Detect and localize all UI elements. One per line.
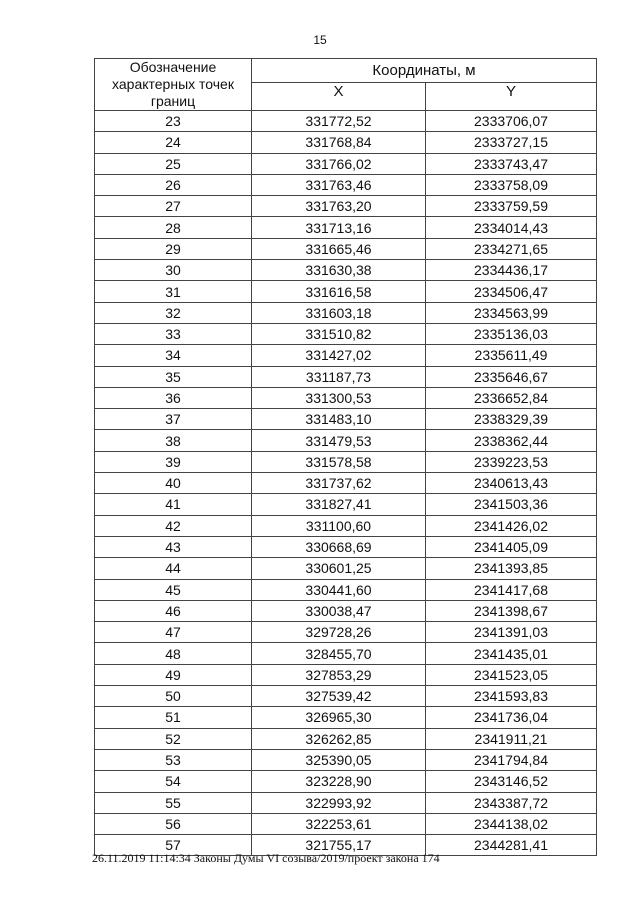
point-number-cell: 46 (95, 600, 252, 621)
x-coordinate-cell: 331578,58 (252, 451, 426, 472)
x-coordinate-cell: 323228,90 (252, 771, 426, 792)
y-coordinate-cell: 2341435,01 (426, 643, 597, 664)
point-number-cell: 51 (95, 707, 252, 728)
x-coordinate-cell: 331483,10 (252, 409, 426, 430)
point-number-cell: 31 (95, 281, 252, 302)
y-coordinate-cell: 2341523,05 (426, 664, 597, 685)
y-coordinate-cell: 2343387,72 (426, 792, 597, 813)
y-coordinate-cell: 2335136,03 (426, 323, 597, 344)
x-coordinate-cell: 331768,84 (252, 132, 426, 153)
point-number-cell: 25 (95, 153, 252, 174)
x-coordinate-cell: 322993,92 (252, 792, 426, 813)
point-number-cell: 48 (95, 643, 252, 664)
x-coordinate-cell: 331665,46 (252, 238, 426, 259)
point-number-cell: 24 (95, 132, 252, 153)
x-coordinate-cell: 326262,85 (252, 728, 426, 749)
point-number-cell: 41 (95, 494, 252, 515)
table-row (95, 749, 597, 770)
point-number-cell: 33 (95, 323, 252, 344)
point-number-cell: 42 (95, 515, 252, 536)
y-coordinate-cell: 2341398,67 (426, 600, 597, 621)
x-coordinate-cell: 331772,52 (252, 111, 426, 132)
y-coordinate-cell: 2334271,65 (426, 238, 597, 259)
y-coordinate-cell: 2341393,85 (426, 558, 597, 579)
y-coordinate-cell: 2341426,02 (426, 515, 597, 536)
table-row (95, 792, 597, 813)
point-number-cell: 54 (95, 771, 252, 792)
coordinates-table (94, 58, 597, 856)
table-row (95, 174, 597, 195)
x-coordinate-cell: 327853,29 (252, 664, 426, 685)
table-row (95, 196, 597, 217)
table-row (95, 430, 597, 451)
point-number-cell: 38 (95, 430, 252, 451)
y-coordinate-cell: 2341417,68 (426, 579, 597, 600)
x-coordinate-cell: 321755,17 (252, 835, 426, 856)
y-coordinate-cell: 2333727,15 (426, 132, 597, 153)
y-coordinate-cell: 2333758,09 (426, 174, 597, 195)
y-coordinate-cell: 2333759,59 (426, 196, 597, 217)
point-number-cell: 35 (95, 366, 252, 387)
table-row (95, 771, 597, 792)
point-number-cell: 47 (95, 622, 252, 643)
y-coordinate-cell: 2344281,41 (426, 835, 597, 856)
y-coordinate-cell: 2333706,07 (426, 111, 597, 132)
table-row (95, 281, 597, 302)
y-coordinate-cell: 2341593,83 (426, 686, 597, 707)
x-coordinate-cell: 331763,46 (252, 174, 426, 195)
table-row (95, 409, 597, 430)
point-number-cell: 36 (95, 387, 252, 408)
table-row (95, 643, 597, 664)
point-number-cell: 49 (95, 664, 252, 685)
y-coordinate-cell: 2334014,43 (426, 217, 597, 238)
table-row (95, 217, 597, 238)
point-number-cell: 52 (95, 728, 252, 749)
point-number-cell: 43 (95, 536, 252, 557)
point-number-cell: 56 (95, 813, 252, 834)
point-number-cell: 37 (95, 409, 252, 430)
point-number-cell: 50 (95, 686, 252, 707)
point-number-cell: 53 (95, 749, 252, 770)
table-row (95, 473, 597, 494)
page-number: 15 (313, 33, 327, 47)
point-number-cell: 39 (95, 451, 252, 472)
point-number-cell: 30 (95, 260, 252, 281)
y-coordinate-cell: 2341503,36 (426, 494, 597, 515)
x-coordinate-cell: 331427,02 (252, 345, 426, 366)
point-number-cell: 55 (95, 792, 252, 813)
y-coordinate-cell: 2335646,67 (426, 366, 597, 387)
x-coordinate-cell: 330038,47 (252, 600, 426, 621)
table-row (95, 707, 597, 728)
x-coordinate-cell: 330441,60 (252, 579, 426, 600)
table-row (95, 111, 597, 132)
point-number-cell: 27 (95, 196, 252, 217)
table-row (95, 451, 597, 472)
header-point-designation: Обозначение характерных точек границ (95, 59, 252, 111)
y-coordinate-cell: 2341405,09 (426, 536, 597, 557)
x-coordinate-cell: 331100,60 (252, 515, 426, 536)
table-row (95, 366, 597, 387)
y-coordinate-cell: 2338362,44 (426, 430, 597, 451)
y-coordinate-cell: 2334563,99 (426, 302, 597, 323)
point-number-cell: 32 (95, 302, 252, 323)
x-coordinate-cell: 331603,18 (252, 302, 426, 323)
x-coordinate-cell: 330668,69 (252, 536, 426, 557)
x-coordinate-cell: 331300,53 (252, 387, 426, 408)
table-row (95, 153, 597, 174)
x-coordinate-cell: 330601,25 (252, 558, 426, 579)
table-row (95, 387, 597, 408)
point-number-cell: 44 (95, 558, 252, 579)
x-coordinate-cell: 331827,41 (252, 494, 426, 515)
table-row (95, 728, 597, 749)
x-coordinate-cell: 326965,30 (252, 707, 426, 728)
point-number-cell: 34 (95, 345, 252, 366)
x-coordinate-cell: 327539,42 (252, 686, 426, 707)
y-coordinate-cell: 2341391,03 (426, 622, 597, 643)
x-coordinate-cell: 331737,62 (252, 473, 426, 494)
x-coordinate-cell: 329728,26 (252, 622, 426, 643)
point-number-cell: 40 (95, 473, 252, 494)
point-number-cell: 57 (95, 835, 252, 856)
table-row (95, 536, 597, 557)
point-number-cell: 29 (95, 238, 252, 259)
x-coordinate-cell: 325390,05 (252, 749, 426, 770)
table-row (95, 323, 597, 344)
point-number-cell: 28 (95, 217, 252, 238)
y-coordinate-cell: 2343146,52 (426, 771, 597, 792)
y-coordinate-cell: 2341794,84 (426, 749, 597, 770)
header-x: X (252, 82, 426, 110)
x-coordinate-cell: 331616,58 (252, 281, 426, 302)
x-coordinate-cell: 331479,53 (252, 430, 426, 451)
x-coordinate-cell: 322253,61 (252, 813, 426, 834)
table-row (95, 622, 597, 643)
y-coordinate-cell: 2341736,04 (426, 707, 597, 728)
point-number-cell: 23 (95, 111, 252, 132)
x-coordinate-cell: 331630,38 (252, 260, 426, 281)
y-coordinate-cell: 2341911,21 (426, 728, 597, 749)
header-y: Y (426, 82, 597, 110)
table-row (95, 558, 597, 579)
y-coordinate-cell: 2339223,53 (426, 451, 597, 472)
x-coordinate-cell: 331510,82 (252, 323, 426, 344)
table-row (95, 813, 597, 834)
table-row (95, 686, 597, 707)
x-coordinate-cell: 331766,02 (252, 153, 426, 174)
x-coordinate-cell: 328455,70 (252, 643, 426, 664)
y-coordinate-cell: 2335611,49 (426, 345, 597, 366)
header-coordinates: Координаты, м (252, 59, 597, 83)
document-footer: 26.11.2019 11:14:34 Законы Думы VI созыва/2019/проект закона 174 (92, 851, 440, 865)
point-number-cell: 26 (95, 174, 252, 195)
table-row (95, 302, 597, 323)
table-row (95, 260, 597, 281)
table-row (95, 494, 597, 515)
y-coordinate-cell: 2344138,02 (426, 813, 597, 834)
table-row (95, 600, 597, 621)
table-row (95, 664, 597, 685)
y-coordinate-cell: 2333743,47 (426, 153, 597, 174)
point-number-cell: 45 (95, 579, 252, 600)
table-row (95, 515, 597, 536)
table-row (95, 579, 597, 600)
y-coordinate-cell: 2340613,43 (426, 473, 597, 494)
x-coordinate-cell: 331713,16 (252, 217, 426, 238)
table-row (95, 345, 597, 366)
y-coordinate-cell: 2338329,39 (426, 409, 597, 430)
y-coordinate-cell: 2336652,84 (426, 387, 597, 408)
x-coordinate-cell: 331187,73 (252, 366, 426, 387)
table-row (95, 238, 597, 259)
table-row (95, 132, 597, 153)
x-coordinate-cell: 331763,20 (252, 196, 426, 217)
y-coordinate-cell: 2334436,17 (426, 260, 597, 281)
y-coordinate-cell: 2334506,47 (426, 281, 597, 302)
